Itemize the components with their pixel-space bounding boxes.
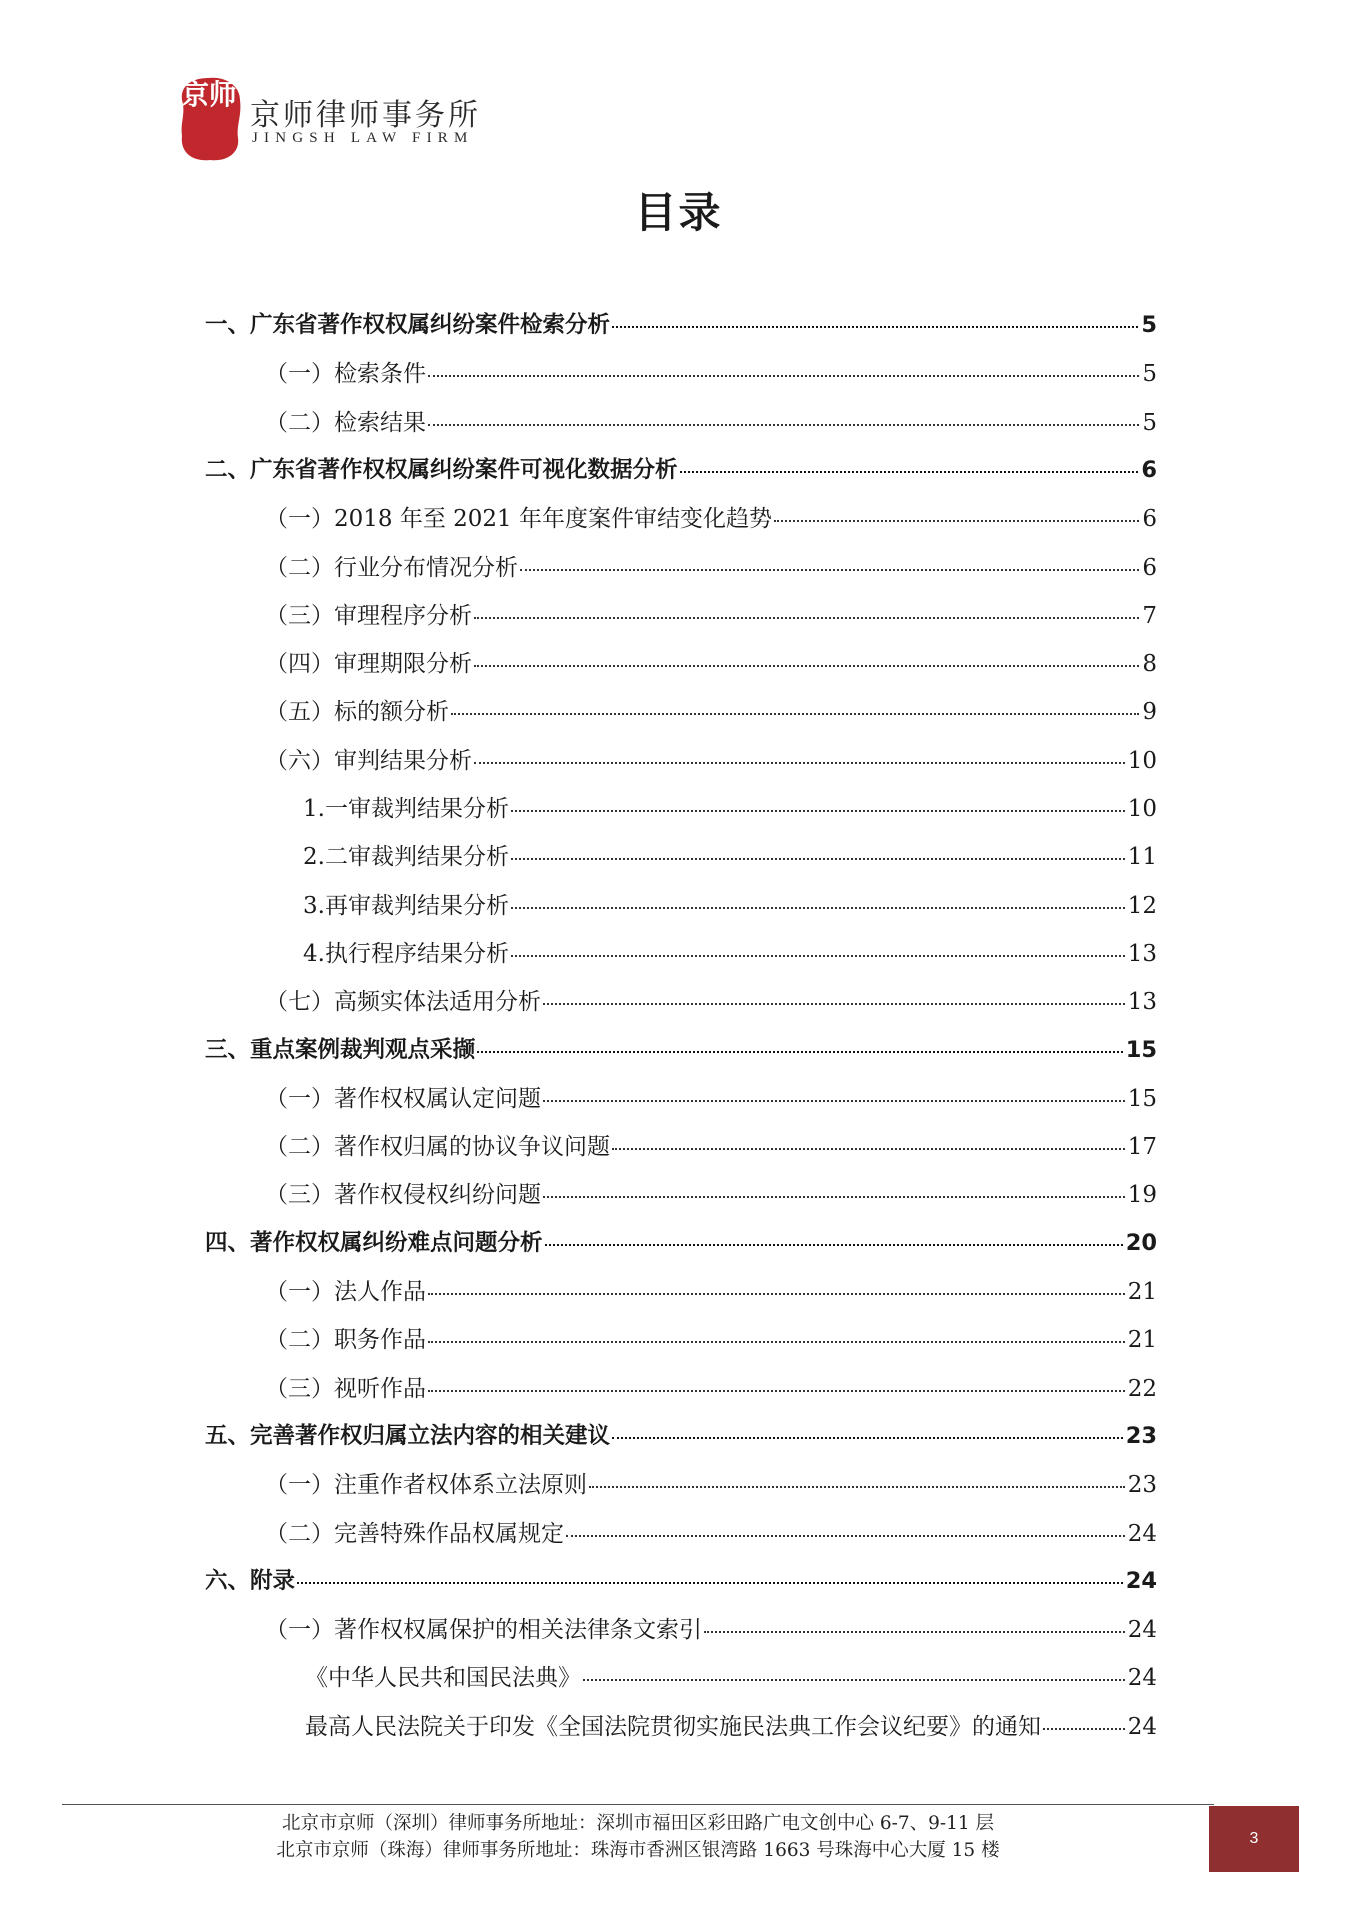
toc-entry-title: （三）审理程序分析 <box>265 602 472 629</box>
toc-entry-page: 21 <box>1127 1279 1157 1305</box>
toc-entry[interactable] <box>265 1128 1157 1168</box>
page-number-box <box>1209 1806 1299 1872</box>
toc-entry-title: （三）视听作品 <box>265 1375 426 1402</box>
toc-leader-dots <box>612 326 1138 328</box>
footer-address <box>62 1810 1214 1864</box>
toc-entry-page: 24 <box>1127 1520 1157 1547</box>
seal-text: 京师 <box>180 78 237 111</box>
toc-leader-dots <box>543 1003 1125 1005</box>
toc-entry[interactable] <box>303 790 1157 830</box>
page-number: 3 <box>1249 1830 1259 1847</box>
toc-entry[interactable] <box>265 500 1157 540</box>
toc-entry-page: 15 <box>1127 1085 1157 1112</box>
toc-leader-dots <box>612 1437 1123 1439</box>
footer-divider <box>62 1804 1214 1805</box>
toc-entry-title: 1.一审裁判结果分析 <box>303 796 509 822</box>
toc-entry-title: 《中华人民共和国民法典》 <box>305 1665 581 1692</box>
toc-entry-title: （五）标的额分析 <box>265 699 449 726</box>
toc-entry-title: （一）著作权权属认定问题 <box>265 1085 541 1112</box>
toc-entry-title: 4.执行程序结果分析 <box>303 940 509 967</box>
toc-entry-page: 10 <box>1127 796 1157 822</box>
toc-entry-page: 6 <box>1142 506 1157 533</box>
toc-leader-dots <box>583 1679 1125 1681</box>
toc-entry-page: 23 <box>1127 1472 1157 1499</box>
toc-leader-dots <box>545 1244 1123 1246</box>
toc-entry[interactable] <box>303 935 1157 975</box>
toc-entry[interactable] <box>265 1370 1157 1410</box>
toc-leader-dots <box>474 665 1139 667</box>
toc-leader-dots <box>589 1486 1125 1488</box>
toc-entry[interactable] <box>305 1659 1157 1699</box>
toc-entry-title: 三、重点案例裁判观点采撷 <box>205 1036 476 1063</box>
toc-entry-page: 22 <box>1127 1375 1157 1402</box>
toc-entry[interactable] <box>265 1466 1157 1506</box>
toc-leader-dots <box>704 1631 1125 1633</box>
toc-entry-page: 13 <box>1127 989 1157 1016</box>
footer-address-shenzhen: 北京市京师（深圳）律师事务所地址：深圳市福田区彩田路广电文创中心 6-7、9-11 层 <box>281 1813 995 1834</box>
toc-entry[interactable] <box>265 645 1157 685</box>
toc-entry[interactable] <box>265 693 1157 733</box>
toc-leader-dots <box>1043 1728 1125 1730</box>
toc-leader-dots <box>297 1582 1123 1584</box>
toc-entry-title: （七）高频实体法适用分析 <box>265 989 541 1016</box>
toc-entry[interactable] <box>205 307 1157 347</box>
toc-leader-dots <box>428 1341 1125 1343</box>
toc-leader-dots <box>680 471 1139 473</box>
toc-entry-title: （一）法人作品 <box>265 1279 426 1305</box>
toc-entry-title: （二）行业分布情况分析 <box>265 554 518 581</box>
toc-entry-page: 7 <box>1142 602 1157 629</box>
toc-entry-title: （四）审理期限分析 <box>265 651 472 678</box>
toc-entry-page: 5 <box>1141 312 1157 338</box>
toc-entry[interactable] <box>205 1418 1157 1458</box>
toc-entry[interactable] <box>205 1225 1157 1265</box>
toc-entry-page: 24 <box>1127 1665 1157 1692</box>
toc-entry[interactable] <box>265 1176 1157 1216</box>
toc-entry[interactable] <box>265 597 1157 637</box>
toc-leader-dots <box>428 375 1139 377</box>
toc-entry-title: （二）完善特殊作品权属规定 <box>265 1520 564 1547</box>
toc-leader-dots <box>520 569 1139 571</box>
toc-leader-dots <box>451 713 1139 715</box>
toc-entry-page: 6 <box>1142 554 1157 581</box>
toc-leader-dots <box>474 762 1125 764</box>
toc-entry[interactable] <box>265 1611 1157 1651</box>
footer-address-zhuhai: 北京市京师（珠海）律师事务所地址：珠海市香洲区银湾路 1663 号珠海中心大厦 15 楼 <box>276 1840 1000 1861</box>
toc-entry-title: 3.再审裁判结果分析 <box>303 892 509 919</box>
toc-entry[interactable] <box>305 1708 1157 1748</box>
toc-entry-page: 11 <box>1127 844 1157 871</box>
toc-entry-title: 一、广东省著作权权属纠纷案件检索分析 <box>205 312 611 338</box>
toc-entry-page: 15 <box>1125 1036 1157 1063</box>
toc-leader-dots <box>428 1293 1125 1295</box>
toc-entry-title: 六、附录 <box>205 1567 296 1594</box>
toc-leader-dots <box>428 424 1139 426</box>
toc-entry[interactable] <box>205 452 1157 492</box>
toc-entry[interactable] <box>303 838 1157 878</box>
toc-entry-page: 12 <box>1127 892 1157 919</box>
toc-leader-dots <box>543 1196 1125 1198</box>
toc-entry-title: 最高人民法院关于印发《全国法院贯彻实施民法典工作会议纪要》的通知 <box>305 1713 1041 1740</box>
toc-entry[interactable] <box>265 742 1157 782</box>
toc-entry-title: 五、完善著作权归属立法内容的相关建议 <box>205 1422 611 1449</box>
toc-entry-title: （二）职务作品 <box>265 1327 426 1354</box>
firm-name-cn: 京师律师事务所 <box>250 98 481 133</box>
toc-entry-page: 17 <box>1127 1134 1157 1161</box>
toc-entry-page: 24 <box>1125 1567 1157 1594</box>
toc-leader-dots <box>566 1535 1125 1537</box>
page-title: 目录 <box>634 188 723 237</box>
toc-entry-title: （一）著作权权属保护的相关法律条文索引 <box>265 1617 702 1644</box>
toc-entry[interactable] <box>265 355 1157 395</box>
toc-entry-title: （二）检索结果 <box>265 409 426 436</box>
toc-entry-page: 23 <box>1125 1422 1157 1449</box>
toc-entry-page: 24 <box>1127 1713 1157 1740</box>
toc-entry-page: 9 <box>1142 699 1157 726</box>
toc-entry-title: 2.二审裁判结果分析 <box>303 844 509 871</box>
toc-leader-dots <box>428 1390 1125 1392</box>
toc-entry-page: 5 <box>1142 361 1157 388</box>
toc-leader-dots <box>543 1100 1125 1102</box>
toc-entry-page: 5 <box>1142 409 1157 436</box>
toc-entry-title: （三）著作权侵权纠纷问题 <box>265 1182 541 1209</box>
toc-entry-title: （一）2018 年至 2021 年年度案件审结变化趋势 <box>265 506 772 533</box>
toc-entry[interactable] <box>265 404 1157 444</box>
toc-entry-page: 10 <box>1127 747 1157 774</box>
toc-entry-page: 24 <box>1127 1617 1157 1644</box>
toc-entry[interactable] <box>265 1515 1157 1555</box>
toc-entry-page: 19 <box>1127 1182 1157 1209</box>
toc-leader-dots <box>511 955 1125 957</box>
toc-entry-title: （二）著作权归属的协议争议问题 <box>265 1134 610 1161</box>
toc-entry-title: （一）检索条件 <box>265 361 426 388</box>
toc-entry-title: 二、广东省著作权权属纠纷案件可视化数据分析 <box>205 456 678 483</box>
toc-entry-page: 6 <box>1141 456 1157 483</box>
toc-entry[interactable] <box>265 983 1157 1023</box>
toc-entry-page: 13 <box>1127 940 1157 967</box>
toc-entry[interactable] <box>265 1321 1157 1361</box>
toc-leader-dots <box>511 858 1125 860</box>
firm-name-en: JINGSH LAW FIRM <box>252 130 474 146</box>
toc-entry[interactable] <box>205 1032 1157 1072</box>
toc-entry-page: 8 <box>1142 651 1157 678</box>
toc-entry-page: 20 <box>1125 1229 1157 1256</box>
toc-entry[interactable] <box>303 887 1157 927</box>
toc-entry-page: 21 <box>1127 1327 1157 1354</box>
toc-leader-dots <box>774 520 1139 522</box>
toc-leader-dots <box>511 907 1125 909</box>
toc-entry[interactable] <box>205 1563 1157 1603</box>
toc-entry[interactable] <box>265 1080 1157 1120</box>
firm-logo <box>178 72 538 162</box>
toc-entry-title: （六）审判结果分析 <box>265 747 472 774</box>
toc-leader-dots <box>474 617 1139 619</box>
toc-entry[interactable] <box>265 549 1157 589</box>
toc-leader-dots <box>511 810 1125 812</box>
toc-entry-title: 四、著作权权属纠纷难点问题分析 <box>205 1229 543 1256</box>
toc-leader-dots <box>477 1051 1123 1053</box>
toc-entry-title: （一）注重作者权体系立法原则 <box>265 1472 587 1499</box>
toc-entry[interactable] <box>265 1273 1157 1313</box>
toc-leader-dots <box>612 1148 1125 1150</box>
